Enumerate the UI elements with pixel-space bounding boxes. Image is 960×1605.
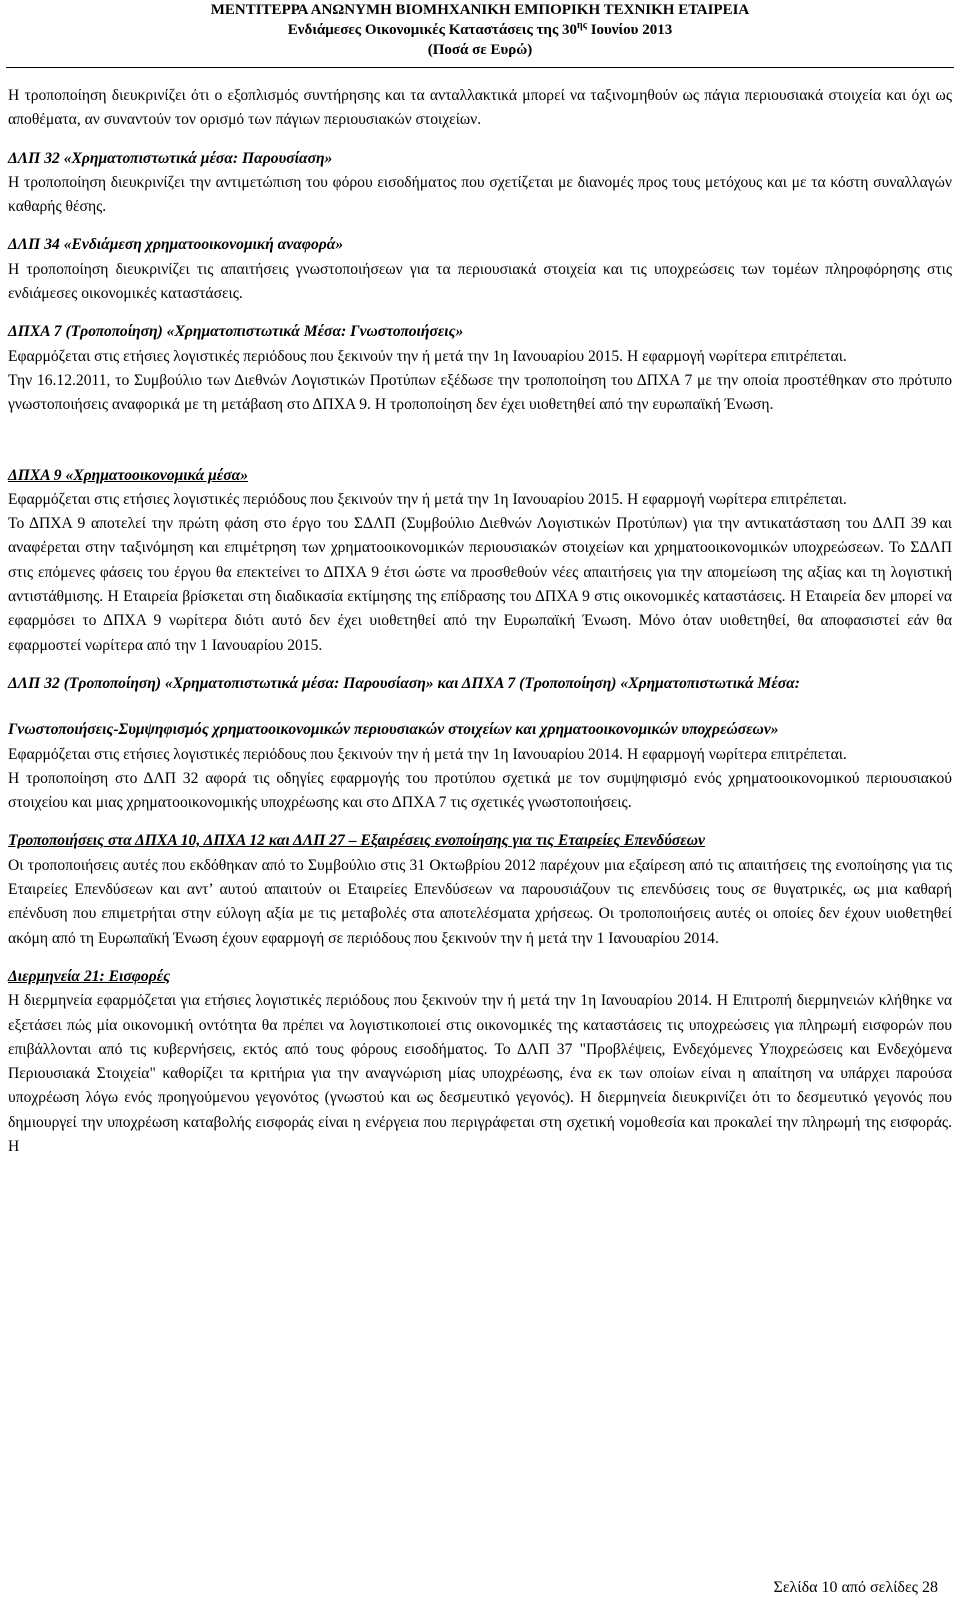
section-ifrs9-title: ΔΠΧΑ 9 «Χρηματοοικονομικά μέσα» [8, 466, 249, 484]
document-body [8, 84, 952, 1159]
intro-paragraph: Η τροποποίηση διευκρινίζει ότι ο εξοπλισμός συντήρησης και τα ανταλλακτικά μπορεί να ταξινομηθούν ως πάγια περιουσιακά στοιχεία και όχι ως αποθέματα, αν συναντούν τον ορισμό των πάγιων περιουσιακών στοιχείων. [8, 87, 952, 129]
page-number: Σελίδα 10 από σελίδες 28 [773, 1579, 938, 1596]
section-offsetting-title: ΔΛΠ 32 (Τροποποίηση) «Χρηματοπιστωτικά μέσα: Παρουσίαση» και ΔΠΧΑ 7 (Τροποποίηση) «Χρηματοπιστωτικά Μέσα: [8, 674, 800, 692]
section-ias34-title: ΔΛΠ 34 «Ενδιάμεση χρηματοοικονομική αναφορά» [8, 236, 344, 254]
section-offsetting-text-2: Η τροποποίηση στο ΔΛΠ 32 αφορά τις οδηγίες εφαρμογής του προτύπου σχετικά με τον συμψηφισμό ενός χρηματοοικονομικού περιουσιακού στοιχείου και μιας χρηματοοικονομικής υποχρέωσης και στο ΔΠΧΑ 7 τις σχετικές γνωστοποιήσεις. [8, 769, 952, 812]
section-ifrs9-text-1: Εφαρμόζεται στις ετήσιες λογιστικές περιόδους που ξεκινούν την ή μετά την 1η Ιανουαρίου 2015. Η εφαρμογή νωρίτερα επιτρέπεται. [8, 490, 847, 508]
section-ifric21-title: Διερμηνεία 21: Εισφορές [8, 967, 171, 985]
currency-note: (Ποσά σε Ευρώ) [427, 42, 533, 58]
statement-title-post: Ιουνίου 2013 [586, 22, 673, 38]
statement-title-pre: Ενδιάμεσες Οικονομικές Καταστάσεις της 30 [287, 22, 578, 38]
section-ifrs7-title: ΔΠΧΑ 7 (Τροποποίηση) «Χρηματοπιστωτικά Μέσα: Γνωστοποιήσεις» [8, 323, 464, 341]
section-ifrs7-text-1: Εφαρμόζεται στις ετήσιες λογιστικές περιόδους που ξεκινούν την ή μετά την 1η Ιανουαρίου 2015. Η εφαρμογή νωρίτερα επιτρέπεται. [8, 347, 847, 365]
section-ias32-title: ΔΛΠ 32 «Χρηματοπιστωτικά μέσα: Παρουσίαση» [8, 149, 333, 167]
header-divider [6, 67, 954, 68]
section-ifrs7-text-2: Την 16.12.2011, το Συμβούλιο των Διεθνών Λογιστικών Προτύπων εξέδωσε την τροποποίηση του ΔΠΧΑ 7 με την οποία προστέθηκαν στο πρότυπο γνωστοποιήσεις αναφορικά με τη μετάβαση στο ΔΠΧΑ 9. Η τροποποίηση δεν έχει υιοθετηθεί από την ευρωπαϊκή Ένωση. [8, 371, 952, 414]
statement-title-sup: ης [577, 20, 587, 31]
section-ias32-text: Η τροποποίηση διευκρινίζει την αντιμετώπιση του φόρου εισοδήματος που σχετίζεται με διανομές προς τους μετόχους και με τα κόστη συναλλαγών καθαρής θέσης. [8, 173, 952, 216]
section-offsetting-text-1: Εφαρμόζεται στις ετήσιες λογιστικές περιόδους που ξεκινούν την ή μετά την 1η Ιανουαρίου 2014. Η εφαρμογή νωρίτερα επιτρέπεται. [8, 745, 847, 763]
statement-title [0, 20, 960, 40]
section-ifrs9-text-2: Το ΔΠΧΑ 9 αποτελεί την πρώτη φάση στο έργο του ΣΔΛΠ (Συμβούλιο Διεθνών Λογιστικών Προτύπων) για την αντικατάσταση του ΔΛΠ 39 και αναφέρεται στην ταξινόμηση και επιμέτρηση των χρηματοοικονομικών περιουσιακών στοιχείων και χρηματοοικονομικών υποχρεώσεων. Το ΣΔΛΠ στις επόμενες φάσεις του έργου θα επεκτείνει το ΔΠΧΑ 9 έτσι ώστε να προσθεθούν νέες απαιτήσεις για την απομείωση της αξίας και τη λογιστική αντιστάθμισης. Η Εταιρεία βρίσκεται στη διαδικασία εκτίμησης της επίδρασης του ΔΠΧΑ 9 στις οικονομικές καταστάσεις. Η Εταιρεία δεν μπορεί να εφαρμόσει το ΔΠΧΑ 9 νωρίτερα διότι αυτό δεν έχει υιοθετηθεί από την Ευρωπαϊκή Ένωση. Μόνο όταν υιοθετηθεί, θα αποφασιστεί εάν θα εφαρμοστεί νωρίτερα από την 1 Ιανουαρίου 2015. [8, 515, 952, 654]
document-header [0, 0, 960, 60]
section-ias34-text: Η τροποποίηση διευκρινίζει τις απαιτήσεις γνωστοποιήσεων για τα περιουσιακά στοιχεία και τις υποχρεώσεις των τομέων πληροφόρησης στις ενδιάμεσες οικονομικές καταστάσεις. [8, 260, 952, 303]
section-ifric21-text: Η διερμηνεία εφαρμόζεται για ετήσιες λογιστικές περιόδους που ξεκινούν την ή μετά την 1η Ιανουαρίου 2014. Η Επιτροπή διερμηνειών κλήθηκε να εξετάσει πώς μία οικονομική οντότητα θα πρέπει να λογιστικοποιεί στις οικονομικές της καταστάσεις τις υποχρεώσεις για πληρωμή εισφορών που επιβάλλονται από τις κυβερνήσεις, εκτός από τους φόρους εισοδήματος. Το ΔΛΠ 37 "Προβλέψεις, Ενδεχόμενες Υποχρεώσεις και Ενδεχόμενα Περιουσιακά Στοιχεία" καθορίζει τα κριτήρια για την αναγνώριση μίας υποχρέωσης, ένα εκ των οποίων είναι η απαίτηση να υπάρχει παρούσα υποχρέωση λόγω ενός προηγούμενου γεγονότος (γνωστού και ως δεσμευτικό γεγονός). Η διερμηνεία διευκρινίζει ότι το δεσμευτικό γεγονός που δημιουργεί την υποχρέωση καταβολής εισφοράς είναι η ενέργεια που περιγράφεται στη σχετική νομοθεσία και προκαλεί την πληρωμή της εισφοράς. Η [8, 992, 952, 1155]
section-investment-entities-title: Τροποποιήσεις στα ΔΠΧΑ 10, ΔΠΧΑ 12 και ΔΛΠ 27 – Εξαιρέσεις ενοποίησης για τις Εταιρείες Επενδύσεων [8, 832, 705, 850]
company-name: ΜΕΝΤΙΤΕΡΡΑ ΑΝΩΝΥΜΗ ΒΙΟΜΗΧΑΝΙΚΗ ΕΜΠΟΡΙΚΗ ΤΕΧΝΙΚΗ ΕΤΑΙΡΕΙΑ [210, 2, 750, 18]
section-offsetting-subtitle: Γνωστοποιήσεις-Συμψηφισμός χρηματοοικονομικών περιουσιακών στοιχείων και χρηματοοικονομικών υποχρεώσεων» [8, 721, 779, 739]
section-investment-entities-text: Οι τροποποιήσεις αυτές που εκδόθηκαν από το Συμβούλιο στις 31 Οκτωβρίου 2012 παρέχουν μια εξαίρεση από τις απαιτήσεις της ενοποίησης για τις Εταιρείες Επενδύσεων και αντ’ αυτού απαιτούν οι Εταιρείες Επενδύσεων να παρουσιάζουν τις επενδύσεις τους σε θυγατρικές, ως μια καθαρή επένδυση που επιμετρήται στην εύλογη αξία με τις μεταβολές στα αποτελέσματα χρήσεως. Οι τροποποιήσεις αυτές οι οποίες δεν έχουν υιοθετηθεί ακόμη από τη Ευρωπαϊκή Ένωση έχουν εφαρμογή σε περιόδους που ξεκινούν την ή μετά την 1 Ιανουαρίου 2014. [8, 856, 952, 947]
